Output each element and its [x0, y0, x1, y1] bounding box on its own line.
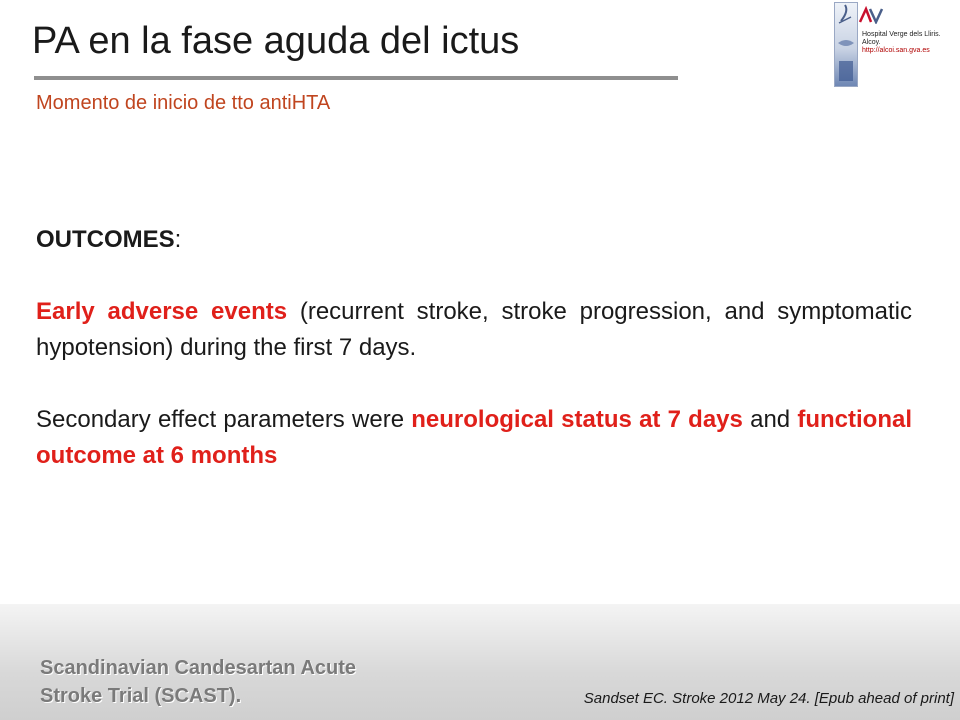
hospital-url[interactable]: http://alcoi.san.gva.es [862, 47, 930, 54]
neurological-status-highlight: neurological status at 7 days [411, 406, 743, 433]
secondary-outcome-paragraph [36, 402, 912, 474]
generalitat-mark-icon [858, 6, 884, 24]
slide-title: PA en la fase aguda del ictus [32, 20, 520, 62]
citation: Sandset EC. Stroke 2012 May 24. [Epub ahead of print] [583, 690, 954, 707]
slide-subtitle: Momento de inicio de tto antiHTA [36, 92, 331, 114]
primary-outcome-highlight: Early adverse events [36, 298, 288, 325]
slide-body [36, 222, 912, 474]
outcomes-heading-colon: : [174, 226, 182, 253]
hospital-caption [862, 31, 958, 55]
primary-outcome-text: (recurrent stroke, stroke progression, and symptomatic hypotension) during the first 7 days. [36, 298, 912, 361]
primary-outcome-paragraph [36, 294, 912, 366]
trial-name-line2: Stroke Trial (SCAST). [40, 685, 242, 707]
secondary-outcome-and: and [742, 406, 798, 433]
trial-name-line1: Scandinavian Candesartan Acute [40, 657, 357, 679]
title-divider [34, 76, 678, 80]
secondary-outcome-intro: Secondary effect parameters were [36, 406, 412, 433]
trial-name [40, 654, 356, 710]
hospital-logo [834, 2, 858, 87]
hospital-city: Alcoy. [862, 39, 881, 46]
outcomes-heading-bold: OUTCOMES [36, 226, 175, 253]
hospital-name: Hospital Verge dels Lliris. [862, 31, 941, 38]
outcomes-heading [36, 222, 912, 258]
functional-outcome-highlight: functional outcome at 6 months [36, 406, 913, 469]
